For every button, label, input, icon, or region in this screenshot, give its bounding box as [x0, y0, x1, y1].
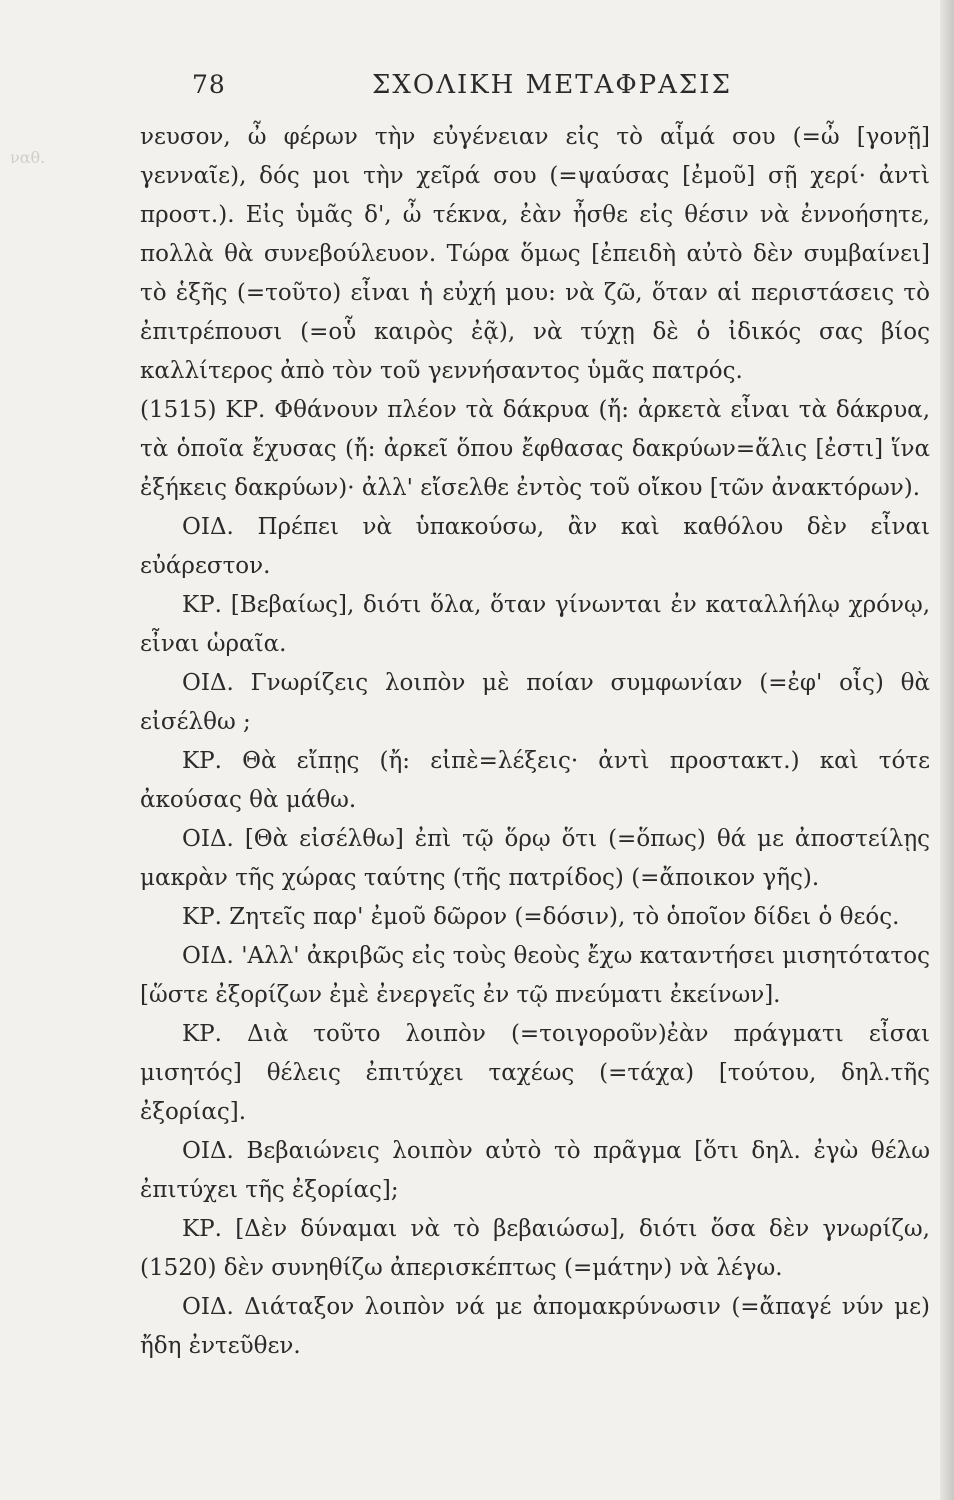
- speaker-label: ΟΙΔ.: [182, 1294, 234, 1320]
- speaker-label: ΚΡ.: [182, 748, 222, 774]
- body-text: [140, 118, 930, 1366]
- paragraph-4: [140, 664, 930, 742]
- paragraph-0-text: νευσον, ὦ φέρων τὴν εὐγένειαν εἰς τὸ αἷμά σου (=ὦ [γονῇ] γενναῖε), δός μοι τὴν χεῖρά σου (=ψαύσας [ἐμοῦ] σῇ χερί· ἀντὶ προστ.). Εἰς ὑμᾶς δ', ὦ τέκνα, ἐὰν ἦσθε εἰς θέσιν νὰ ἐννοήσητε, πολλὰ θὰ συνεβούλευον. Τώρα ὅμως [ἐπειδὴ αὐτὸ δὲν συμβαίνει] τὸ ἑξῆς (=τοῦτο) εἶναι ἡ εὐχή μου: νὰ ζῶ, ὅταν αἱ περιστάσεις τὸ ἐπιτρέπουσι (=οὗ καιρὸς ἐᾷ), νὰ τύχῃ δὲ ὁ ἰδικός σας βίος καλλίτερος ἀπὸ τὸν τοῦ γεννήσαντος ὑμᾶς πατρός.: [140, 124, 930, 384]
- speaker-label: ΚΡ.: [182, 904, 222, 930]
- paragraph-3: [140, 586, 930, 664]
- speaker-label: ΚΡ.: [182, 1216, 222, 1242]
- page-header: [140, 60, 930, 110]
- speaker-label: ΟΙΔ.: [182, 670, 234, 696]
- paragraph-11: [140, 1210, 930, 1288]
- paragraph-2-text: Πρέπει νὰ ὑπακούσω, ἂν καὶ καθόλου δὲν εἶναι εὐάρεστον.: [140, 514, 931, 579]
- speaker-label: ΟΙΔ.: [182, 1138, 234, 1164]
- speaker-label: ΚΡ.: [182, 1021, 222, 1047]
- speaker-label: ΟΙΔ.: [182, 514, 234, 540]
- paragraph-6: [140, 820, 930, 898]
- book-page: [140, 60, 930, 1366]
- speaker-label: ΟΙΔ.: [182, 943, 234, 969]
- paragraph-7: [140, 898, 930, 937]
- page-number: 78: [192, 70, 226, 99]
- paragraph-12: [140, 1288, 930, 1366]
- speaker-label: ΚΡ.: [182, 592, 222, 618]
- paragraph-6-text: [Θὰ εἰσέλθω] ἐπὶ τῷ ὅρῳ ὅτι (=ὅπως) θά με ἀποστείλῃς μακρὰν τῆς χώρας ταύτης (τῆς πατρίδος) (=ἄποικον γῆς).: [140, 826, 931, 891]
- paragraph-1: [140, 391, 930, 508]
- paragraph-2: [140, 508, 930, 586]
- paragraph-11-text: [Δὲν δύναμαι νὰ τὸ βεβαιώσω], διότι ὅσα δὲν γνωρίζω, (1520) δὲν συνηθίζω ἀπερισκέπτως (=μάτην) νὰ λέγω.: [140, 1216, 930, 1281]
- speaker-label: (1515) ΚΡ.: [140, 397, 266, 423]
- running-title: ΣΧΟΛΙΚΗ ΜΕΤΑΦΡΑΣΙΣ: [372, 70, 732, 100]
- paragraph-9: [140, 1015, 930, 1132]
- paragraph-10-text: Βεβαιώνεις λοιπὸν αὐτὸ τὸ πρᾶγμα [ὅτι δηλ. ἐγὼ θέλω ἐπιτύχει τῆς ἐξορίας];: [140, 1138, 930, 1203]
- paragraph-1-text: Φθάνουν πλέον τὰ δάκρυα (ἤ: ἀρκετὰ εἶναι τὰ δάκρυα, τὰ ὁποῖα ἔχυσας (ἤ: ἀρκεῖ ὅπου ἔφθασας δακρύων=ἅλις [ἐστι] ἵνα ἐξήκεις δακρύων)· ἀλλ' εἴσελθε ἐντὸς τοῦ οἴκου [τῶν ἀνακτόρων).: [140, 397, 931, 501]
- paragraph-5: [140, 742, 930, 820]
- paragraph-3-text: [Βεβαίως], διότι ὅλα, ὅταν γίνωνται ἐν καταλλήλῳ χρόνῳ, εἶναι ὡραῖα.: [140, 592, 931, 657]
- page-edge-shadow: [940, 0, 954, 1500]
- paragraph-9-text: Διὰ τοῦτο λοιπὸν (=τοιγοροῦν)ἐὰν πράγματι εἶσαι μισητός] θέλεις ἐπιτύχει ταχέως (=τάχα) [τούτου, δηλ.τῆς ἐξορίας].: [140, 1021, 931, 1125]
- paragraph-8-text: 'Αλλ' ἀκριβῶς εἰς τοὺς θεοὺς ἔχω καταντήσει μισητότατος [ὥστε ἐξορίζων ἐμὲ ἐνεργεῖς ἐν τῷ πνεύματι ἐκείνων].: [140, 943, 931, 1008]
- paragraph-12-text: Διάταξον λοιπὸν νά με ἀπομακρύνωσιν (=ἄπαγέ νύν με) ἤδη ἐντεῦθεν.: [140, 1294, 931, 1359]
- paragraph-4-text: Γνωρίζεις λοιπὸν μὲ ποίαν συμφωνίαν (=ἐφ' οἷς) θὰ εἰσέλθω ;: [140, 670, 931, 735]
- paragraph-0: [140, 118, 930, 391]
- paragraph-7-text: Ζητεῖς παρ' ἐμοῦ δῶρον (=δόσιν), τὸ ὁποῖον δίδει ὁ θεός.: [229, 904, 900, 930]
- paragraph-8: [140, 937, 930, 1015]
- speaker-label: ΟΙΔ.: [182, 826, 234, 852]
- paragraph-10: [140, 1132, 930, 1210]
- paragraph-5-text: Θὰ εἴπῃς (ἤ: εἰπὲ=λέξεις· ἀντὶ προστακτ.) καὶ τότε ἀκούσας θὰ μάθω.: [140, 748, 930, 813]
- margin-ghost-text: ναθ.: [10, 148, 46, 167]
